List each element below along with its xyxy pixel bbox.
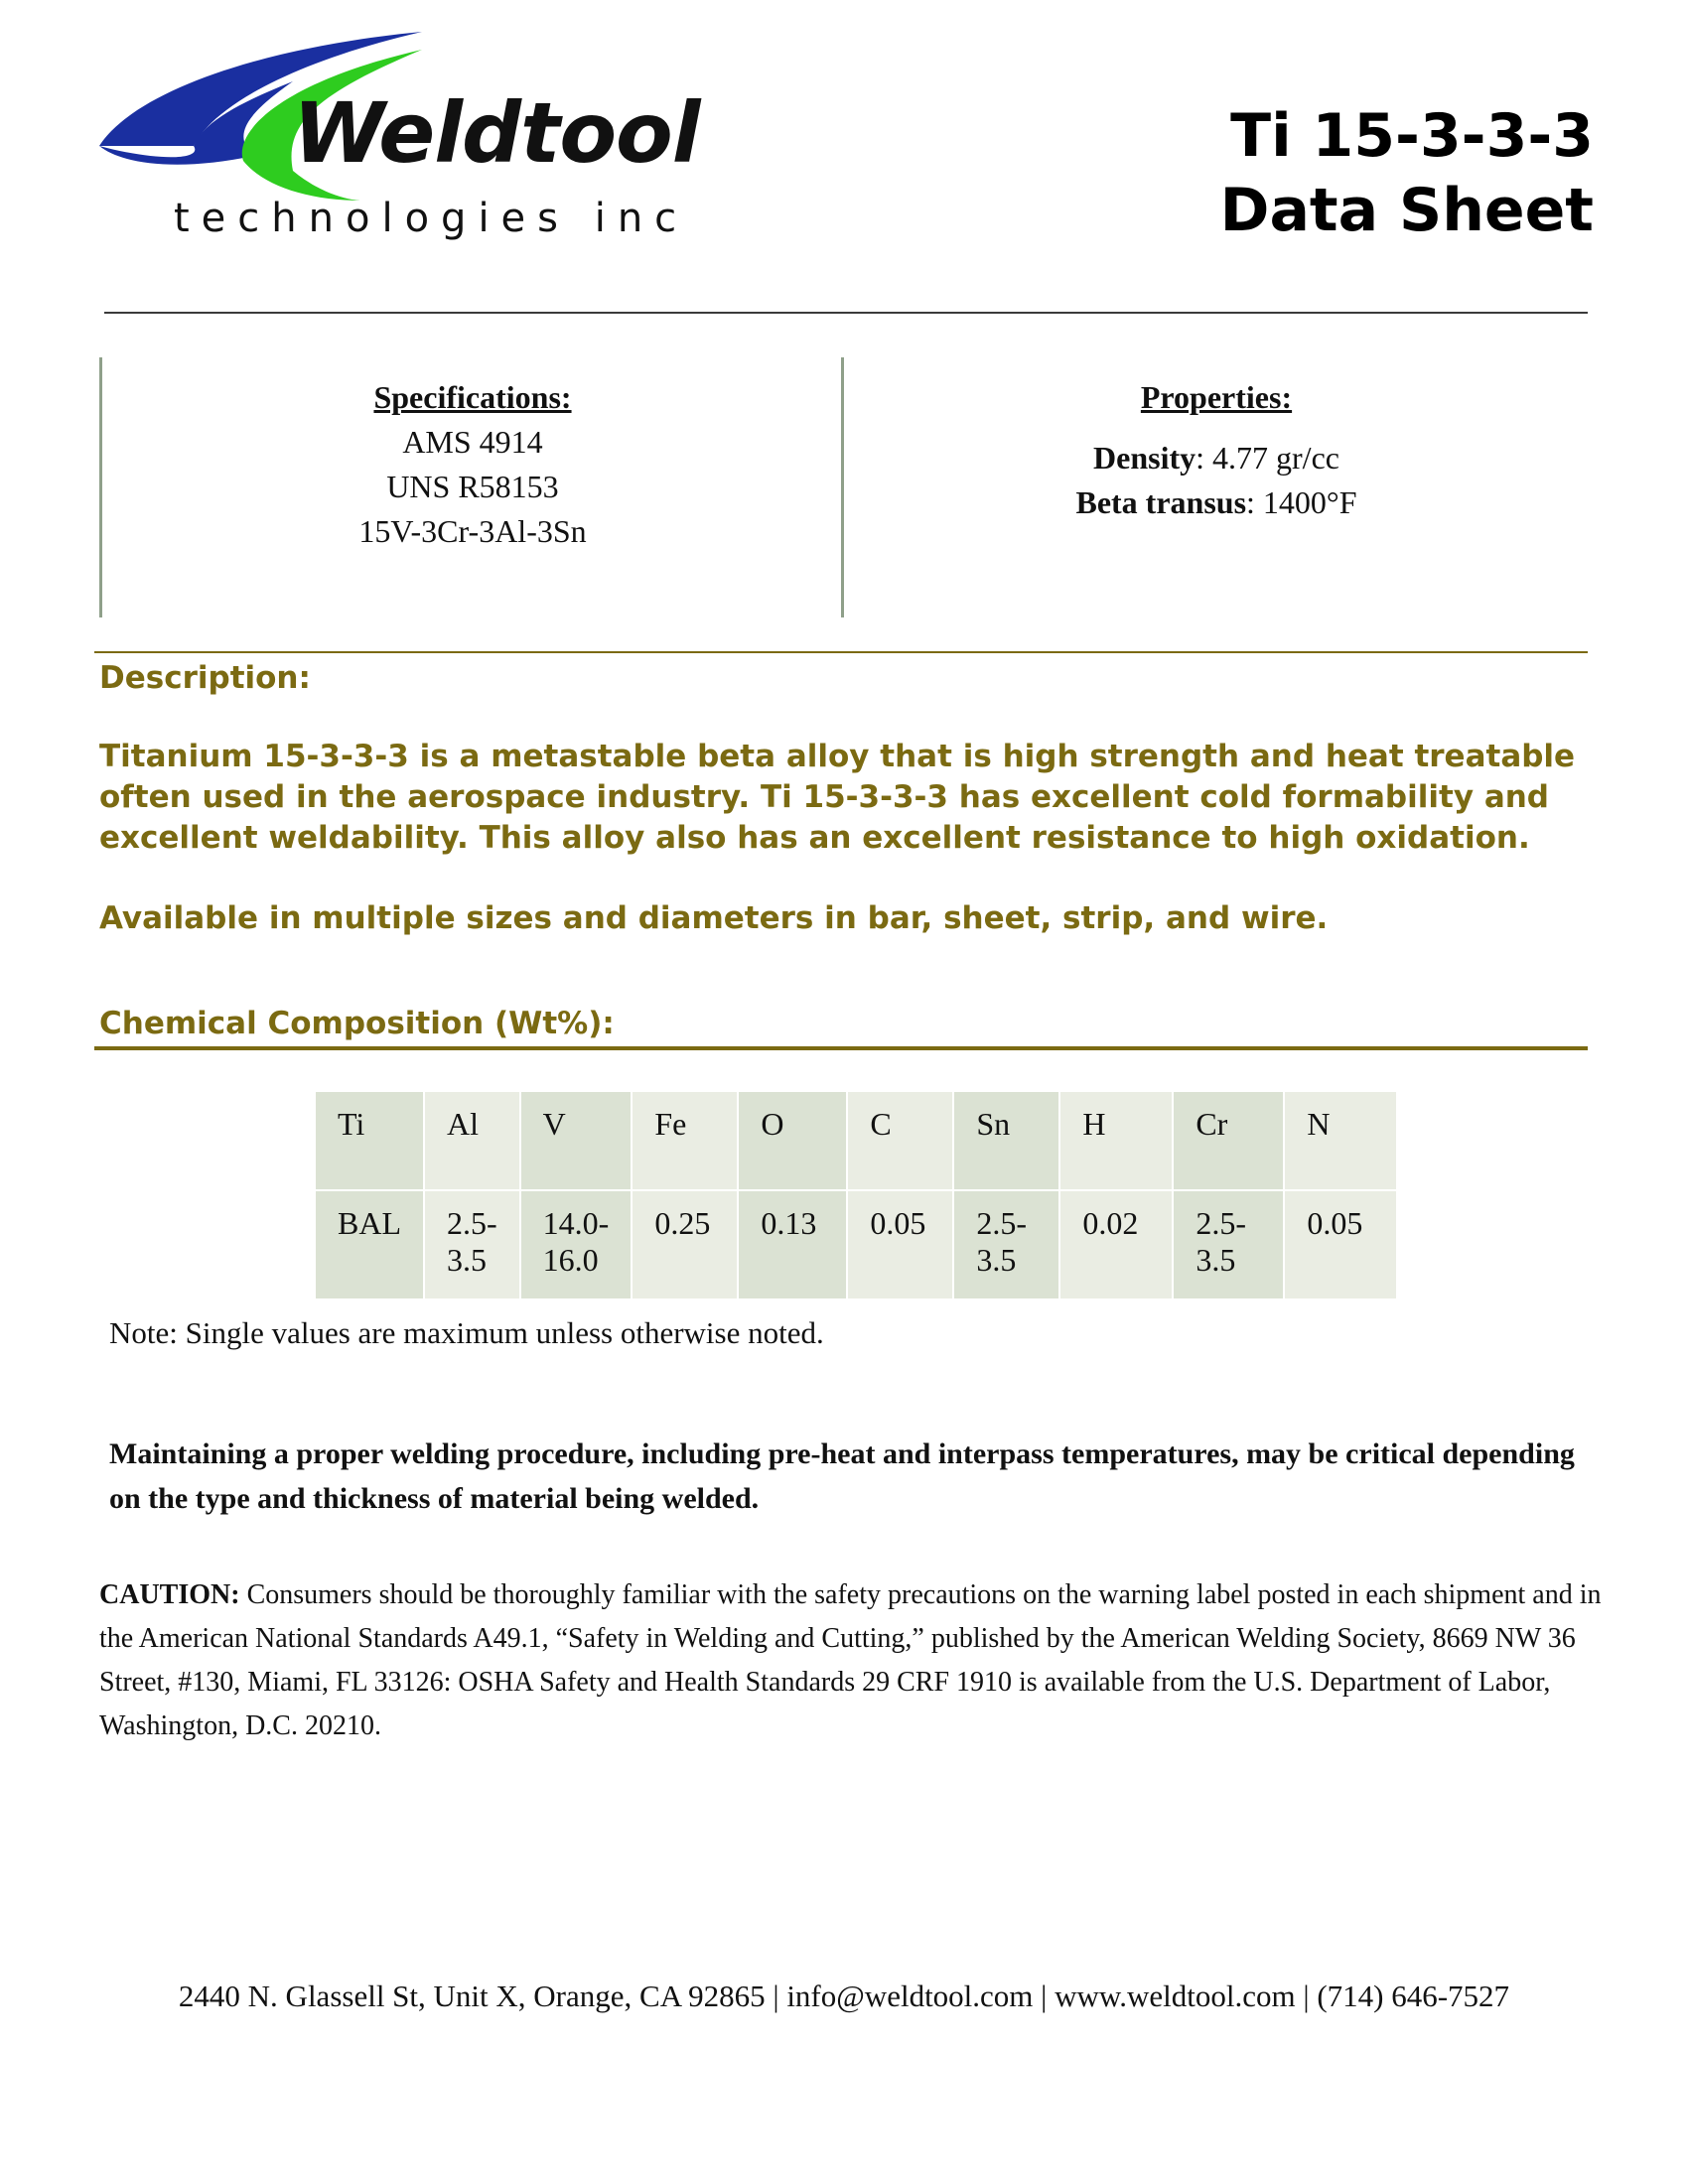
company-logo <box>94 22 730 250</box>
caution-paragraph <box>99 1573 1609 1748</box>
table-cell-value: 0.05 <box>1284 1190 1397 1299</box>
density-row <box>844 436 1589 480</box>
table-row-values <box>315 1190 1397 1299</box>
beta-transus-row <box>844 480 1589 525</box>
specifications-block <box>104 375 841 554</box>
table-cell-element: Sn <box>953 1091 1059 1190</box>
header-divider <box>104 312 1588 314</box>
description-divider <box>94 651 1588 653</box>
table-cell-element: Fe <box>632 1091 738 1190</box>
page-title <box>1220 99 1594 248</box>
spec-item: UNS R58153 <box>386 469 559 504</box>
table-cell-value: 2.5- 3.5 <box>424 1190 520 1299</box>
title-line-1: Ti 15-3-3-3 <box>1230 101 1594 171</box>
table-row-elements <box>315 1091 1397 1190</box>
caution-text: Consumers should be thoroughly familiar with the safety precautions on the warning label posted in each shipment and in the American National Standards A49.1, “Safety in Welding and Cutting,” published by the American Welding Society, 8669 NW 36 Street, #130, Miami, FL 33126: OSHA Safety and Health Standards 29 CRF 1910 is available from the U.S. Department of Labor, Washington, D.C. 20210. <box>99 1579 1602 1741</box>
welding-warning: Maintaining a proper welding procedure, including pre-heat and interpass temperatures, may be critical depending on the type and thickness of material being welded. <box>109 1437 1575 1515</box>
spec-left-bar <box>99 357 102 617</box>
properties-heading: Properties: <box>1140 379 1293 415</box>
table-cell-element: C <box>847 1091 953 1190</box>
table-cell-element: Al <box>424 1091 520 1190</box>
table-cell-value: 2.5- 3.5 <box>953 1190 1059 1299</box>
table-cell-value: 0.13 <box>738 1190 847 1299</box>
caution-label: CAUTION: <box>99 1579 240 1610</box>
table-cell-element: V <box>520 1091 633 1190</box>
availability-paragraph: Available in multiple sizes and diameters in bar, sheet, strip, and wire. <box>99 900 1329 936</box>
beta-transus-value: : 1400°F <box>1246 484 1357 520</box>
table-cell-element: N <box>1284 1091 1397 1190</box>
composition-table <box>314 1090 1398 1300</box>
footer-contact: 2440 N. Glassell St, Unit X, Orange, CA 92865 | info@weldtool.com | www.weldtool.com | (714) 646-7527 <box>178 1979 1510 2013</box>
description-paragraph: Titanium 15-3-3-3 is a metastable beta alloy that is high strength and heat treatable often used in the aerospace industry. Ti 15-3-3-3 has excellent cold formability and excellent weldability. This alloy also has an excellent resistance to high oxidation. <box>99 739 1576 856</box>
description-heading: Description: <box>99 660 311 696</box>
density-label: Density <box>1093 440 1196 476</box>
beta-transus-label: Beta transus <box>1075 484 1247 520</box>
spec-item: 15V-3Cr-3Al-3Sn <box>358 513 587 549</box>
spec-item: AMS 4914 <box>402 424 543 460</box>
table-cell-value: 14.0- 16.0 <box>520 1190 633 1299</box>
table-cell-value: 0.05 <box>847 1190 953 1299</box>
table-cell-value: BAL <box>315 1190 424 1299</box>
table-cell-element: H <box>1059 1091 1173 1190</box>
composition-note: Note: Single values are maximum unless otherwise noted. <box>109 1315 824 1350</box>
table-cell-value: 2.5- 3.5 <box>1173 1190 1284 1299</box>
table-cell-element: Cr <box>1173 1091 1284 1190</box>
title-line-2: Data Sheet <box>1219 176 1594 245</box>
composition-divider <box>94 1046 1588 1050</box>
table-cell-value: 0.02 <box>1059 1190 1173 1299</box>
logo-wordmark: Weldtool <box>293 84 700 182</box>
specifications-heading: Specifications: <box>373 379 572 415</box>
properties-block <box>844 375 1589 525</box>
density-value: : 4.77 gr/cc <box>1196 440 1339 476</box>
table-cell-element: Ti <box>315 1091 424 1190</box>
table-cell-value: 0.25 <box>632 1190 738 1299</box>
table-cell-element: O <box>738 1091 847 1190</box>
composition-heading: Chemical Composition (Wt%): <box>99 1006 615 1041</box>
logo-subtitle: technologies inc <box>174 196 689 241</box>
